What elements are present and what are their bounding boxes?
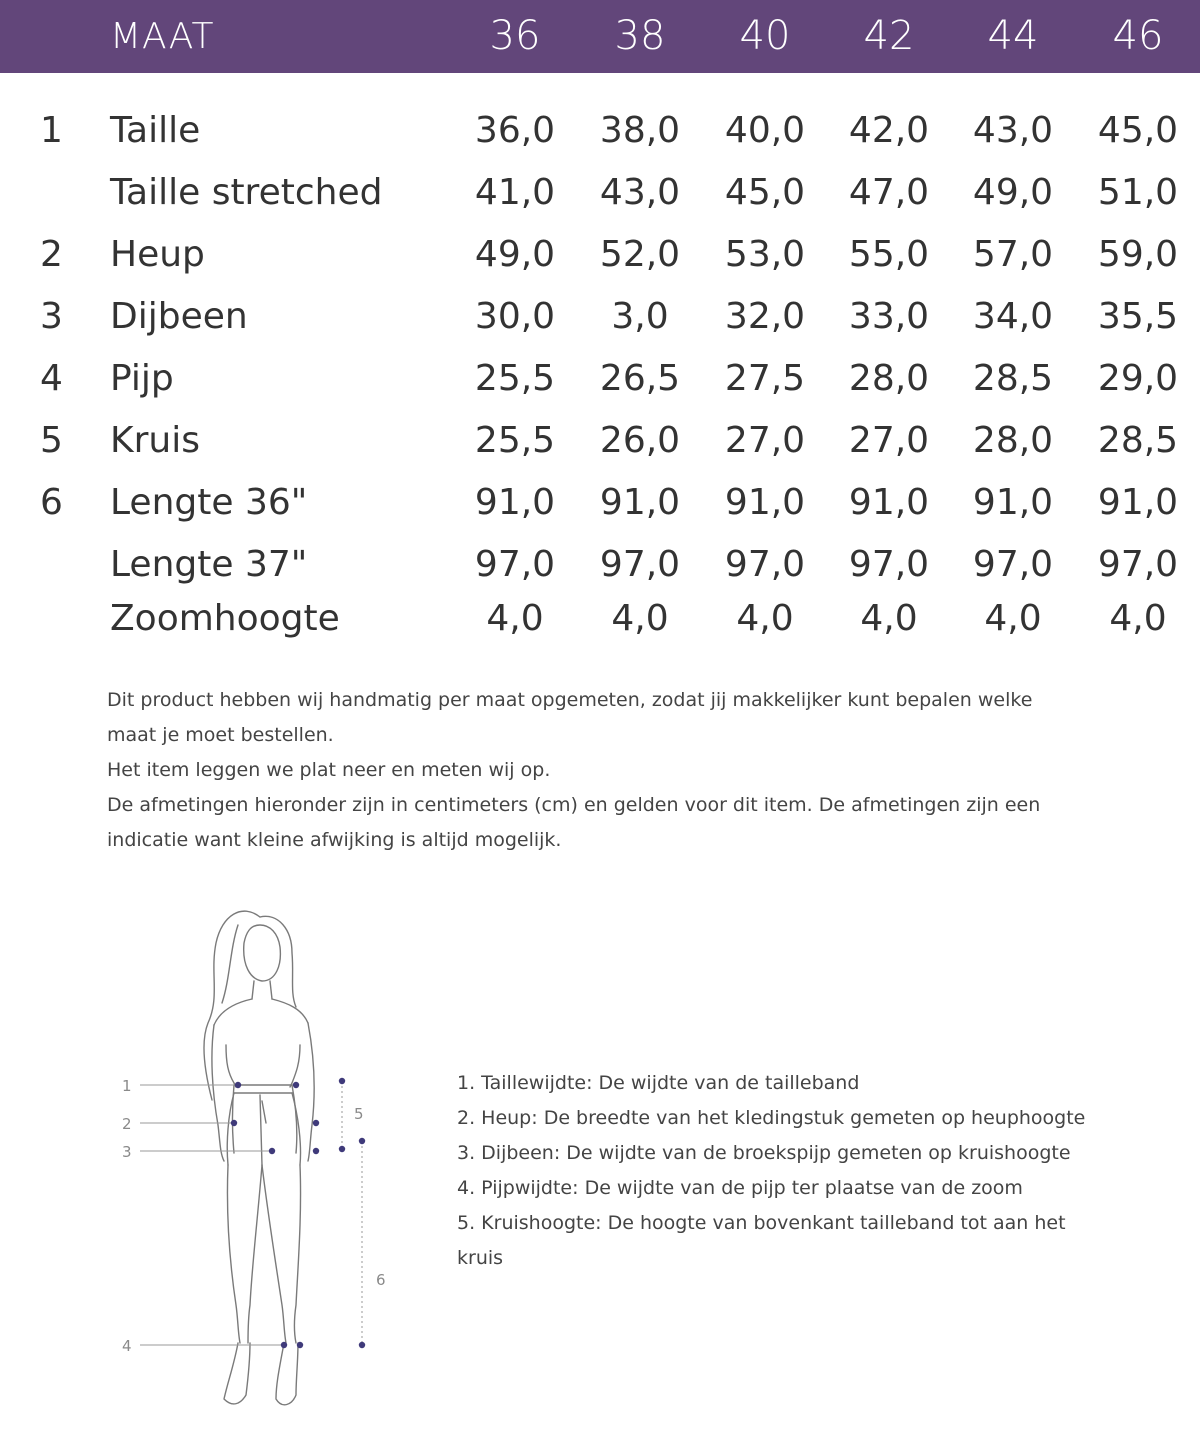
cell-value: 3,0 (611, 296, 669, 337)
cell-value: 32,0 (724, 296, 806, 337)
size-header-label: MAAT (110, 16, 215, 57)
marker-label-1: 1 (122, 1077, 132, 1095)
cell-value: 4,0 (984, 598, 1042, 639)
legend-item: 4. Pijpwijdte: De wijdte van de pijp ter plaatse van de zoom (457, 1177, 1023, 1199)
cell-value: 45,0 (724, 172, 806, 213)
info-paragraph: Het item leggen we plat neer en meten wij op. (107, 759, 551, 781)
cell-value: 91,0 (848, 482, 930, 523)
legend-item: 5. Kruishoogte: De hoogte van bovenkant tailleband tot aan het kruis (457, 1212, 1066, 1269)
cell-value: 91,0 (724, 482, 806, 523)
table-row-pijp (0, 348, 1200, 410)
table-row-lengte-37 (0, 534, 1200, 596)
cell-value: 25,5 (474, 358, 556, 399)
cell-value: 29,0 (1097, 358, 1179, 399)
cell-value: 47,0 (848, 172, 930, 213)
cell-value: 4,0 (1109, 598, 1167, 639)
legend-item: 3. Dijbeen: De wijdte van de broekspijp gemeten op kruishoogte (457, 1142, 1071, 1164)
table-row-zoomhoogte (0, 588, 1200, 650)
size-header-36: 36 (489, 13, 541, 59)
cell-value: 28,5 (1097, 420, 1179, 461)
cell-value: 97,0 (972, 544, 1054, 585)
row-number: 2 (40, 234, 63, 275)
cell-value: 40,0 (724, 110, 806, 151)
cell-value: 91,0 (474, 482, 556, 523)
info-paragraph: De afmetingen hieronder zijn in centimeters (cm) en gelden voor dit item. De afmetingen zijn een indicatie want kleine afwijking is altijd mogelijk. (107, 794, 1041, 851)
row-label: Lengte 37" (110, 544, 308, 585)
measure-labels (122, 1077, 386, 1355)
table-row-taille (0, 100, 1200, 162)
measure-lines (140, 1081, 362, 1345)
marker-label-2: 2 (122, 1115, 132, 1133)
size-header-38: 38 (614, 13, 666, 59)
legend-item: 2. Heup: De breedte van het kledingstuk gemeten op heuphoogte (457, 1107, 1086, 1129)
cell-value: 38,0 (599, 110, 681, 151)
row-label: Pijp (110, 358, 174, 399)
cell-value: 45,0 (1097, 110, 1179, 151)
figure-illustration (110, 895, 410, 1425)
table-row-lengte-36 (0, 472, 1200, 534)
cell-value: 35,5 (1097, 296, 1179, 337)
cell-value: 4,0 (611, 598, 669, 639)
row-number: 4 (40, 358, 63, 399)
row-label: Kruis (110, 420, 200, 461)
cell-value: 55,0 (848, 234, 930, 275)
cell-value: 27,0 (848, 420, 930, 461)
cell-value: 49,0 (972, 172, 1054, 213)
row-number: 6 (40, 482, 63, 523)
cell-value: 97,0 (848, 544, 930, 585)
cell-value: 97,0 (724, 544, 806, 585)
cell-value: 34,0 (972, 296, 1054, 337)
figure-outline (204, 911, 314, 1405)
marker-label-6: 6 (376, 1271, 386, 1289)
cell-value: 43,0 (599, 172, 681, 213)
row-label: Taille stretched (110, 172, 383, 213)
marker-label-4: 4 (122, 1337, 132, 1355)
measurement-figure (110, 895, 410, 1425)
cell-value: 53,0 (724, 234, 806, 275)
size-header-40: 40 (739, 13, 791, 59)
cell-value: 4,0 (736, 598, 794, 639)
cell-value: 26,0 (599, 420, 681, 461)
cell-value: 26,5 (599, 358, 681, 399)
cell-value: 59,0 (1097, 234, 1179, 275)
size-header-42: 42 (863, 13, 915, 59)
row-number: 3 (40, 296, 63, 337)
row-label: Zoomhoogte (110, 598, 340, 639)
row-label: Taille (110, 110, 201, 151)
cell-value: 97,0 (1097, 544, 1179, 585)
table-row-kruis (0, 410, 1200, 472)
cell-value: 4,0 (486, 598, 544, 639)
table-row-dijbeen (0, 286, 1200, 348)
cell-value: 36,0 (474, 110, 556, 151)
cell-value: 28,0 (972, 420, 1054, 461)
cell-value: 51,0 (1097, 172, 1179, 213)
cell-value: 91,0 (1097, 482, 1179, 523)
size-header-46: 46 (1112, 13, 1164, 59)
row-number: 1 (40, 110, 63, 151)
cell-value: 91,0 (599, 482, 681, 523)
marker-label-5: 5 (354, 1105, 364, 1123)
cell-value: 25,5 (474, 420, 556, 461)
table-row-taille-stretched (0, 162, 1200, 224)
cell-value: 52,0 (599, 234, 681, 275)
cell-value: 49,0 (474, 234, 556, 275)
row-label: Lengte 36" (110, 482, 308, 523)
cell-value: 57,0 (972, 234, 1054, 275)
size-header-bar (0, 0, 1200, 73)
cell-value: 42,0 (848, 110, 930, 151)
cell-value: 41,0 (474, 172, 556, 213)
cell-value: 27,5 (724, 358, 806, 399)
cell-value: 28,0 (848, 358, 930, 399)
marker-label-3: 3 (122, 1143, 132, 1161)
info-paragraph: Dit product hebben wij handmatig per maat opgemeten, zodat jij makkelijker kunt bepalen welke maat je moet bestellen. (107, 689, 1033, 746)
cell-value: 91,0 (972, 482, 1054, 523)
cell-value: 27,0 (724, 420, 806, 461)
size-header-44: 44 (987, 13, 1039, 59)
cell-value: 43,0 (972, 110, 1054, 151)
cell-value: 30,0 (474, 296, 556, 337)
cell-value: 97,0 (474, 544, 556, 585)
measurement-legend (457, 1066, 1097, 1276)
cell-value: 97,0 (599, 544, 681, 585)
table-row-heup (0, 224, 1200, 286)
row-label: Heup (110, 234, 205, 275)
cell-value: 33,0 (848, 296, 930, 337)
cell-value: 4,0 (860, 598, 918, 639)
legend-item: 1. Taillewijdte: De wijdte van de tailleband (457, 1072, 860, 1094)
row-label: Dijbeen (110, 296, 248, 337)
row-number: 5 (40, 420, 63, 461)
cell-value: 28,5 (972, 358, 1054, 399)
measurement-info (107, 683, 1087, 858)
